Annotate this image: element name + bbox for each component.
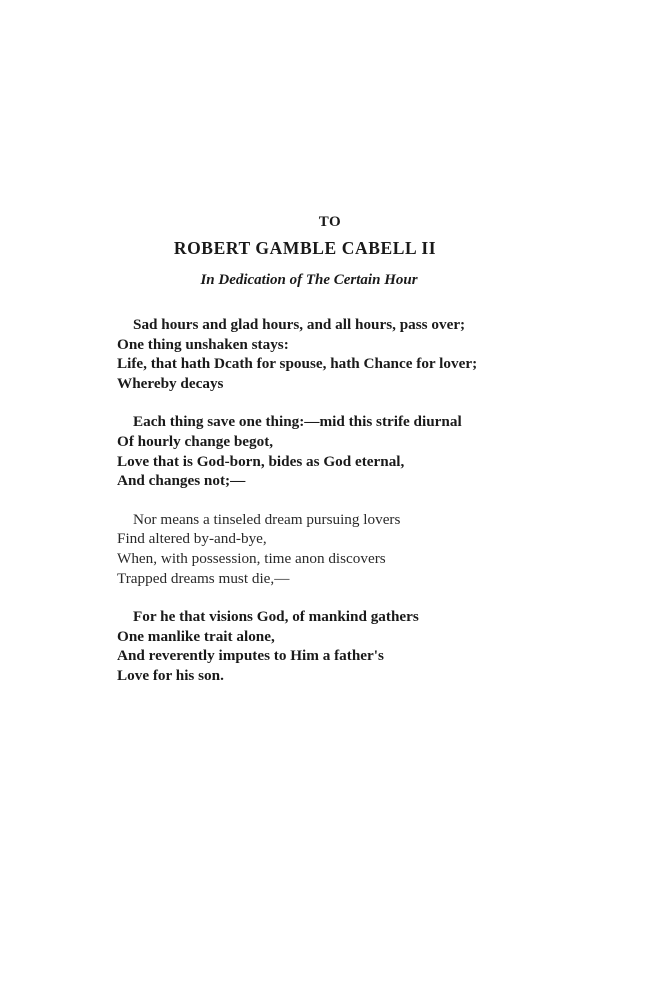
poem-line: One manlike trait alone, <box>117 627 275 645</box>
stanza-1 <box>117 315 537 393</box>
poem-line: Of hourly change begot, <box>117 432 274 450</box>
poem-line: Find altered by-and-bye, <box>117 530 267 548</box>
poem-line: When, with possession, time anon discovers <box>117 549 386 567</box>
poem-line: Love that is God-born, bides as God eternal, <box>117 452 405 470</box>
stanza-4 <box>117 607 537 685</box>
poem-line: Each thing save one thing:—mid this strife diurnal <box>133 413 462 431</box>
poem-line: Life, that hath Dcath for spouse, hath Chance for lover; <box>117 355 478 373</box>
poem-line: For he that visions God, of mankind gathers <box>133 608 419 626</box>
poem <box>117 315 537 705</box>
stanza-2 <box>117 412 537 490</box>
poem-line: Trapped dreams must die,— <box>117 569 290 587</box>
poem-line: One thing unshaken stays: <box>117 335 289 353</box>
poem-line: Nor means a tinseled dream pursuing lovers <box>133 510 401 528</box>
poem-line: Love for his son. <box>117 666 224 684</box>
poem-line: And reverently imputes to Him a father's <box>117 647 384 665</box>
dedication-subtitle: In Dedication of The Certain Hour <box>200 272 418 288</box>
dedicatee-name: ROBERT GAMBLE CABELL II <box>173 238 437 258</box>
to-heading: TO <box>318 214 342 230</box>
stanza-3 <box>117 510 537 588</box>
poem-line: And changes not;— <box>117 472 246 490</box>
poem-line: Whereby decays <box>117 374 224 392</box>
poem-line: Sad hours and glad hours, and all hours, pass over; <box>133 316 466 333</box>
